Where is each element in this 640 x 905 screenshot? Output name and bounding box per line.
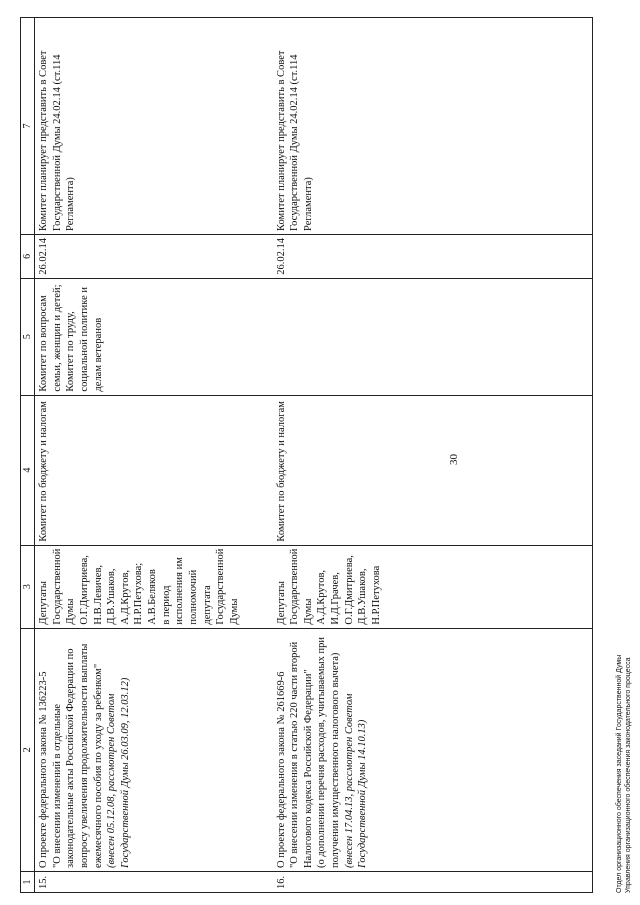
bill-title: О проекте федерального закона № 261669-6 — [275, 671, 287, 869]
column-number: 4 — [21, 395, 35, 545]
page-number: 30 — [448, 454, 460, 465]
bill-cell — [35, 628, 273, 871]
authors-cell — [273, 545, 593, 628]
column-number: 6 — [21, 234, 35, 278]
footer — [616, 655, 634, 893]
column-number: 7 — [21, 18, 35, 235]
co-committee: Комитет по труду, социальной политике и делам ветеранов — [65, 286, 104, 392]
authors-cell — [35, 545, 273, 628]
author: Депутаты Государственной Думы — [38, 548, 77, 625]
plan-cell: Комитет планирует представить в Совет Государственной Думы 24.02.14 (ст.114 Регламента) — [273, 18, 593, 235]
table-row — [273, 18, 593, 893]
bill-subnote: (о дополнении перечня расходов, учитываемых при получении имущественного налогового вычета) — [316, 637, 342, 869]
bill-title: О проекте федерального закона № 136223-5 — [38, 671, 49, 869]
author: Н.Р.Петухова — [370, 565, 382, 625]
agenda-table — [20, 17, 593, 893]
author: И.Д.Грачев, — [330, 572, 342, 625]
column-number: 2 — [21, 628, 35, 871]
column-number: 1 — [21, 872, 35, 893]
date-cell: 26.02.14 — [273, 234, 593, 278]
author: А.В.Беляков — [147, 569, 159, 625]
author: Д.В.Ушаков, — [106, 568, 118, 625]
row-number: 16. — [273, 872, 593, 893]
author: Депутаты Государственной Думы — [275, 548, 314, 625]
footer-line: Отдел организационного обеспечения заседаний Государственной Думы — [616, 654, 623, 893]
column-number: 5 — [21, 278, 35, 395]
committee-cell: Комитет по бюджету и налогам — [273, 395, 593, 545]
author: О.Г.Дмитриева, — [78, 555, 90, 625]
bill-note: (внесен 17.04.13, рассмотрен Советом Государственной Думы 14.10.13) — [343, 693, 369, 869]
bill-cell — [273, 628, 593, 871]
co-committees-cell — [35, 278, 273, 395]
author: О.Г.Дмитриева, — [343, 555, 355, 625]
bill-description: "О внесении изменений в отдельные законодательные акты Российской Федерации по вопросу увеличения продолжительности выплаты ежемесячного пособия по уходу за ребенком" — [51, 643, 104, 869]
bill-note: (внесен 05.12.08, рассмотрен Советом Государственной Думы 26.03.09, 12.03.12) — [106, 677, 131, 869]
column-number-row — [21, 18, 35, 893]
co-committees-cell — [273, 278, 593, 395]
author: Н.В.Левичев, — [92, 564, 104, 625]
footer-line: Управления организационного обеспечения законодательного процесса — [624, 657, 632, 893]
author: А.Д.Крутов, — [316, 569, 328, 625]
author: Н.Р.Петухова; — [133, 562, 145, 625]
column-number: 3 — [21, 545, 35, 628]
table-row — [35, 18, 273, 893]
author: Д.В.Ушаков, — [357, 568, 369, 625]
committee-cell: Комитет по бюджету и налогам — [35, 395, 273, 545]
co-committee: Комитет по вопросам семьи, женщин и детей; — [38, 284, 63, 392]
date-cell: 26.02.14 — [35, 234, 273, 278]
row-number: 15. — [35, 872, 273, 893]
bill-description: "О внесении изменения в статью 220 части второй Налогового кодекса Российской Федерации" — [289, 641, 314, 869]
author: А.Д.Крутов, — [119, 569, 131, 625]
author: в период исполнения им полномочий депутата Государственной Думы — [160, 548, 240, 625]
plan-cell: Комитет планирует представить в Совет Государственной Думы 24.02.14 (ст.114 Регламента) — [35, 18, 273, 235]
